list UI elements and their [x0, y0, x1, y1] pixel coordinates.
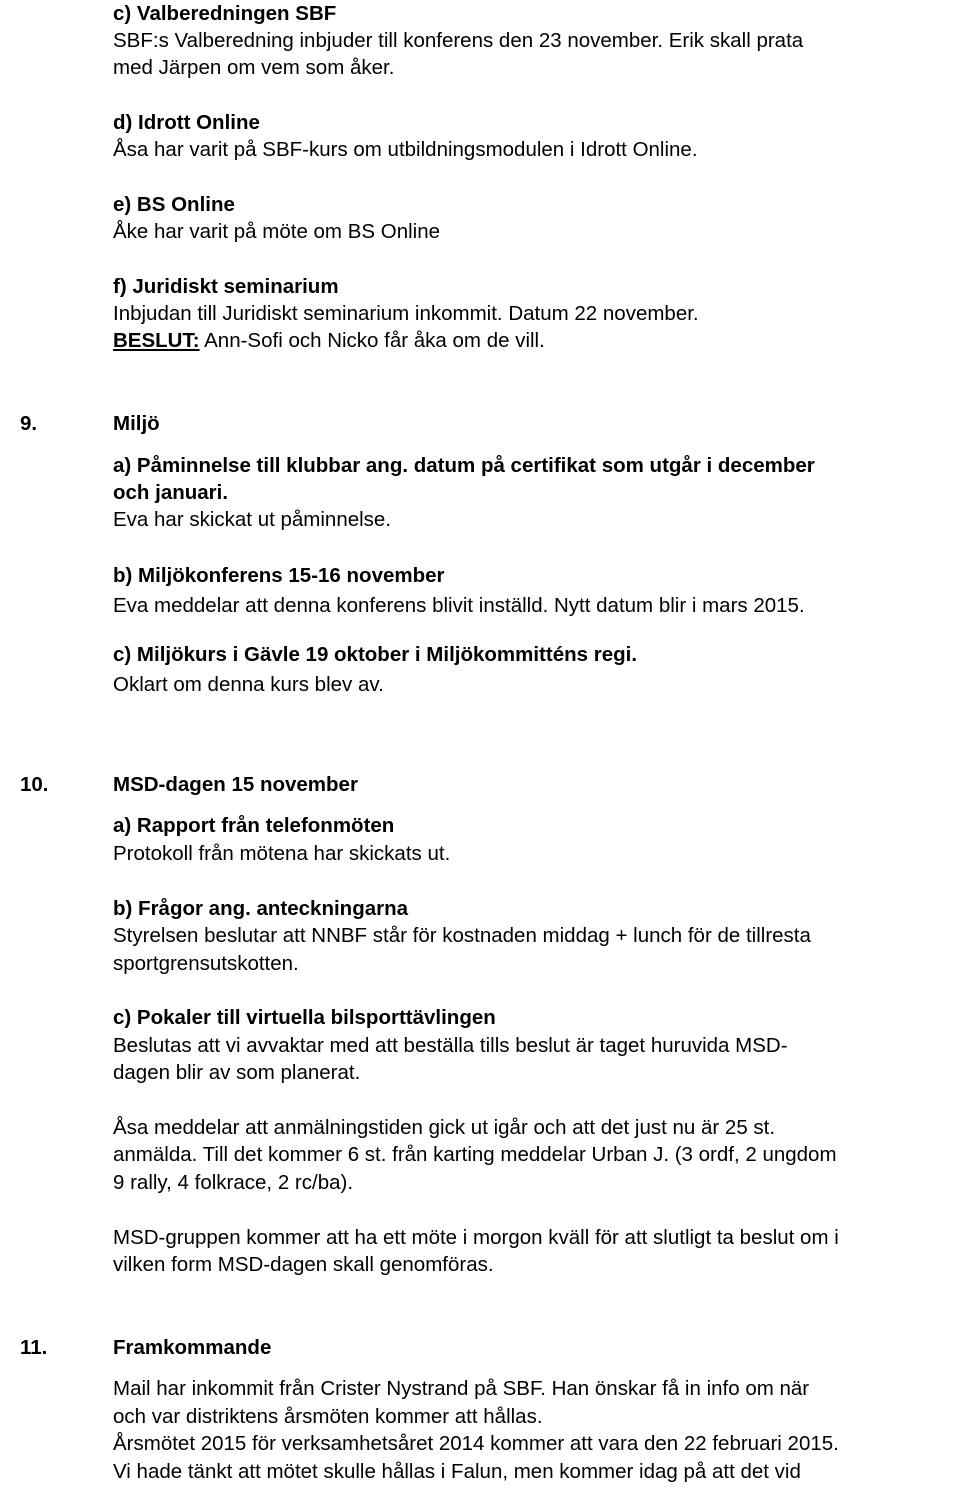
item-11-line-2: och var distriktens årsmöten kommer att hållas. [113, 1405, 543, 1428]
decision-label: BESLUT: [113, 329, 200, 352]
paragraph-10-1-line-3: 9 rally, 4 folkrace, 2 rc/ba). [113, 1171, 354, 1194]
section-9-number: 9. [20, 412, 38, 435]
item-8d-line-1: Åsa har varit på SBF-kurs om utbildningsmodulen i Idrott Online. [113, 138, 698, 161]
item-9c-line-1: Oklart om denna kurs blev av. [113, 673, 384, 696]
paragraph-10-2-line-1: MSD-gruppen kommer att ha ett möte i morgon kväll för att slutligt ta beslut om i [113, 1226, 839, 1249]
item-9b-line-1: Eva meddelar att denna konferens blivit inställd. Nytt datum blir i mars 2015. [113, 594, 805, 617]
item-10c-line-2: dagen blir av som planerat. [113, 1061, 361, 1084]
item-9a-heading-1: a) Påminnelse till klubbar ang. datum på certifikat som utgår i december [113, 454, 815, 477]
item-8f-line-1: Inbjudan till Juridiskt seminarium inkommit. Datum 22 november. [113, 302, 699, 325]
item-10c-line-1: Beslutas att vi avvaktar med att beställa tills beslut är taget huruvida MSD- [113, 1034, 788, 1057]
item-10b-line-1: Styrelsen beslutar att NNBF står för kostnaden middag + lunch för de tillresta [113, 924, 811, 947]
item-8d-heading: d) Idrott Online [113, 111, 260, 134]
item-10a-heading: a) Rapport från telefonmöten [113, 814, 395, 837]
section-10-title: MSD-dagen 15 november [113, 773, 358, 796]
item-11-line-3: Årsmötet 2015 för verksamhetsåret 2014 kommer att vara den 22 februari 2015. [113, 1432, 839, 1455]
section-11-title: Framkommande [113, 1336, 272, 1359]
paragraph-10-1-line-2: anmälda. Till det kommer 6 st. från karting meddelar Urban J. (3 ordf, 2 ungdom [113, 1143, 837, 1166]
item-8e-heading: e) BS Online [113, 193, 235, 216]
item-11-line-1: Mail har inkommit från Crister Nystrand på SBF. Han önskar få in info om när [113, 1377, 810, 1400]
item-9c-heading: c) Miljökurs i Gävle 19 oktober i Miljökommitténs regi. [113, 643, 638, 666]
item-9a-line-1: Eva har skickat ut påminnelse. [113, 508, 392, 531]
item-8c-heading: c) Valberedningen SBF [113, 2, 337, 25]
item-11-line-4: Vi hade tänkt att mötet skulle hållas i Falun, men kommer idag på att det vid [113, 1460, 801, 1483]
section-9-title: Miljö [113, 412, 160, 435]
item-10b-line-2: sportgrensutskotten. [113, 952, 299, 975]
item-8f-decision [113, 327, 545, 355]
decision-text: Ann-Sofi och Nicko får åka om de vill. [199, 329, 545, 352]
item-8e-line-1: Åke har varit på möte om BS Online [113, 220, 441, 243]
item-8c-line-2: med Järpen om vem som åker. [113, 56, 395, 79]
item-10a-line-1: Protokoll från mötena har skickats ut. [113, 842, 451, 865]
item-9a-heading-2: och januari. [113, 481, 229, 504]
section-11-number: 11. [20, 1336, 48, 1359]
item-9b-heading: b) Miljökonferens 15-16 november [113, 564, 445, 587]
item-8c-line-1: SBF:s Valberedning inbjuder till konferens den 23 november. Erik skall prata [113, 29, 804, 52]
item-8f-heading: f) Juridiskt seminarium [113, 275, 339, 298]
paragraph-10-2-line-2: vilken form MSD-dagen skall genomföras. [113, 1253, 494, 1276]
item-10c-heading: c) Pokaler till virtuella bilsporttävlingen [113, 1006, 496, 1029]
item-10b-heading: b) Frågor ang. anteckningarna [113, 897, 409, 920]
paragraph-10-1-line-1: Åsa meddelar att anmälningstiden gick ut igår och att det just nu är 25 st. [113, 1116, 776, 1139]
section-10-number: 10. [20, 773, 49, 796]
